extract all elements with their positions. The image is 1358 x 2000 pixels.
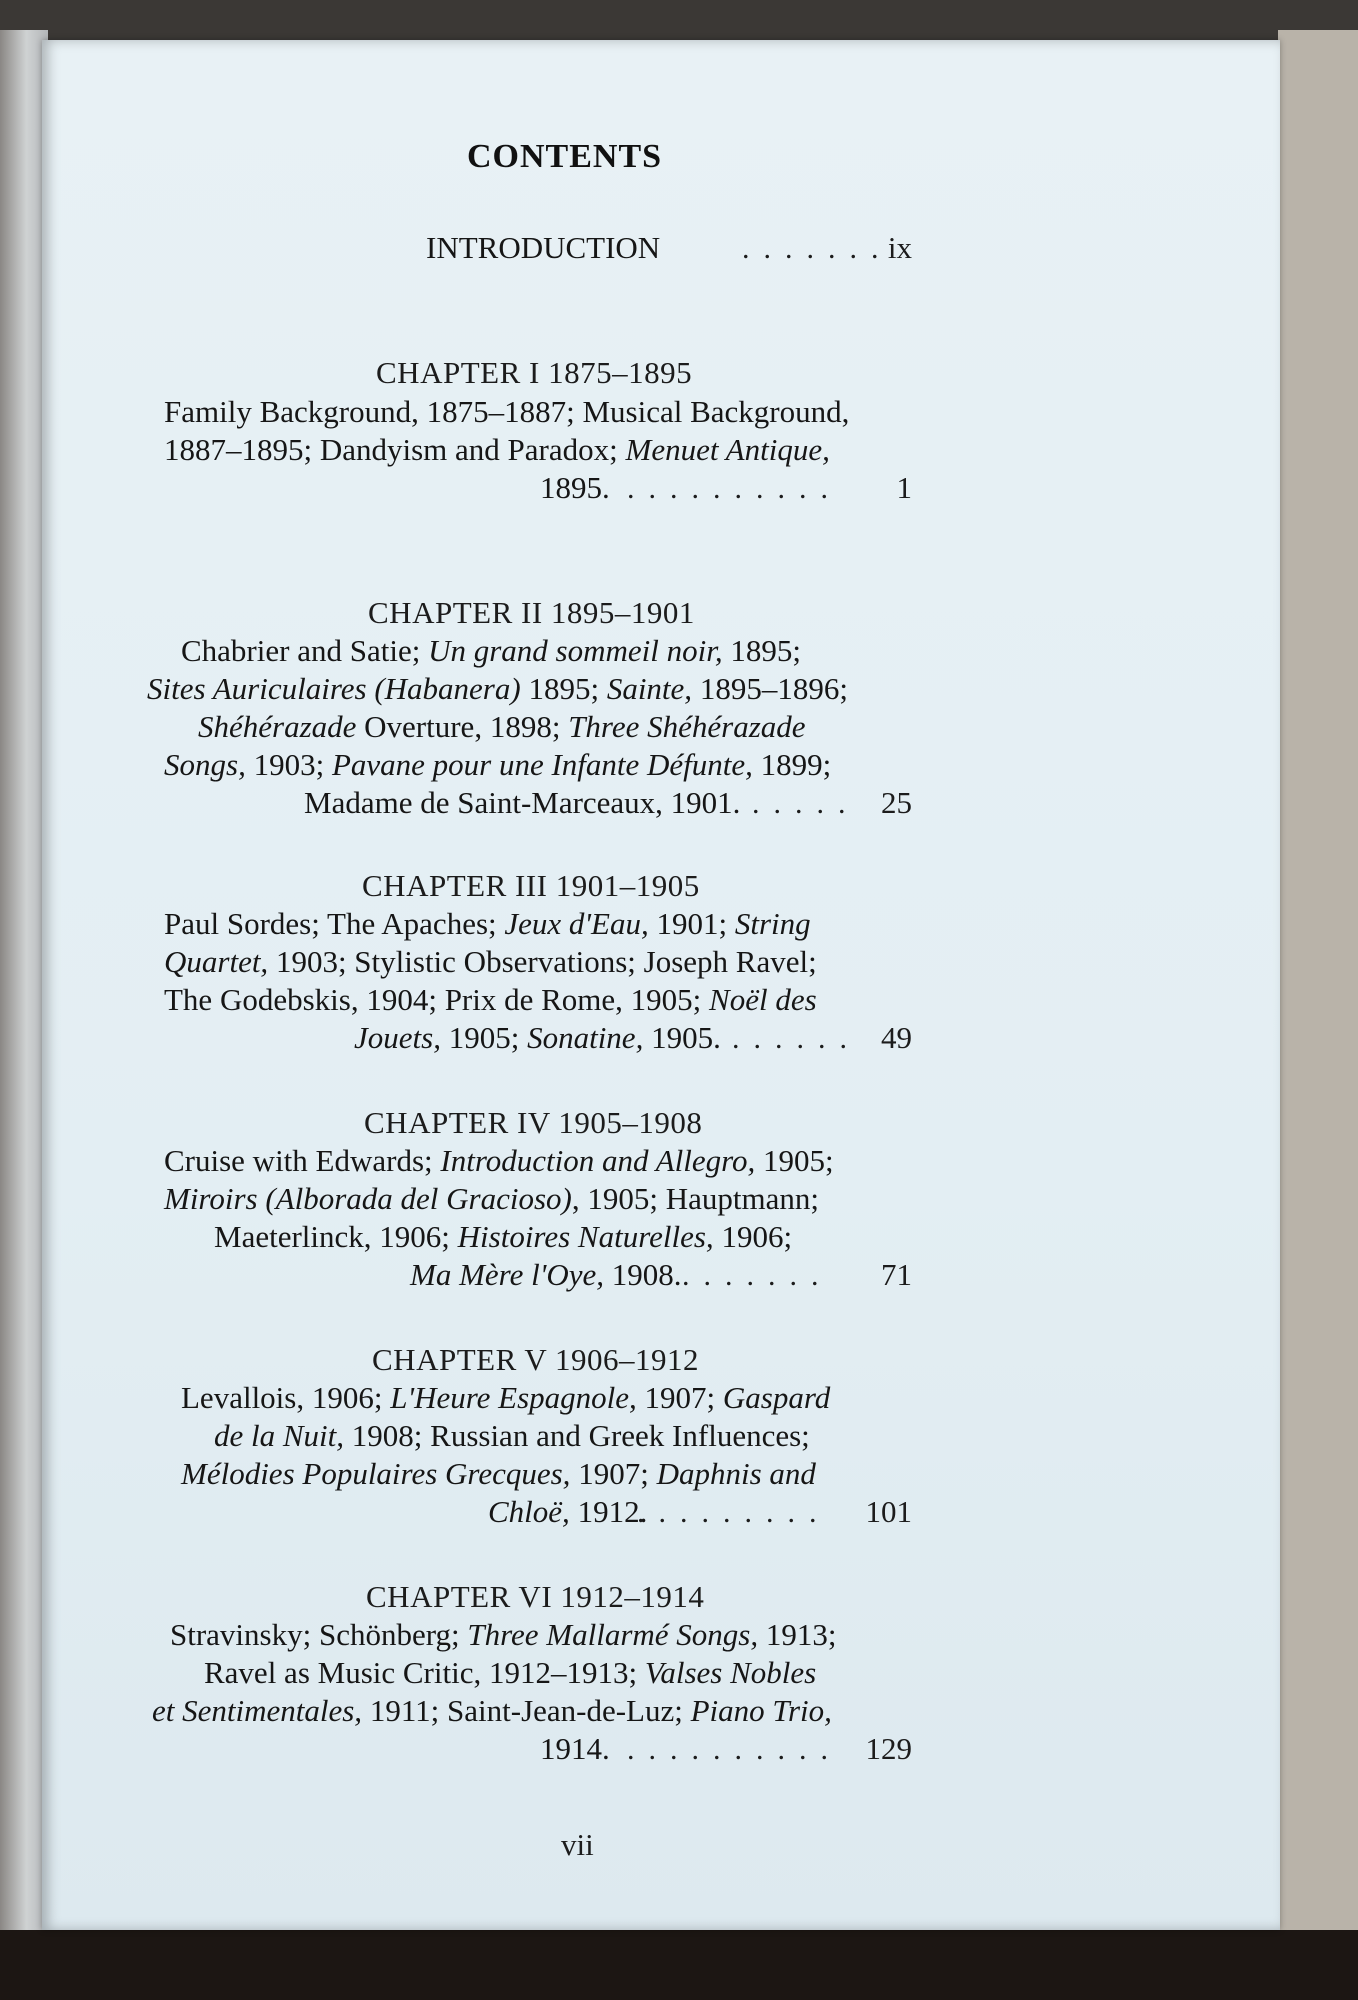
leader-dots: ...... xyxy=(732,1022,861,1055)
chapter-1-line: 1895. xyxy=(540,470,610,505)
chapter-2-title: CHAPTER II 1895–1901 xyxy=(368,595,695,630)
chapter-4-line: Maeterlinck, 1906; Histoires Naturelles, 1906; xyxy=(214,1219,793,1254)
chapter-5-line: de la Nuit, 1908; Russian and Greek Influences; xyxy=(214,1418,810,1453)
chapter-3-line: Quartet, 1903; Stylistic Observations; Joseph Ravel; xyxy=(164,944,817,979)
leader-dots: ....... xyxy=(682,1259,833,1292)
chapter-6-line: Ravel as Music Critic, 1912–1913; Valses Nobles xyxy=(204,1655,817,1690)
chapter-4-line: Cruise with Edwards; Introduction and Allegro, 1905; xyxy=(164,1143,834,1178)
intro-page: ix xyxy=(887,230,912,265)
chapter-2-line: Sites Auriculaires (Habanera) 1895; Sainte, 1895–1896; xyxy=(147,671,848,706)
chapter-3-line: Paul Sordes; The Apaches; Jeux d'Eau, 1901; String xyxy=(164,906,811,941)
chapter-6-line: et Sentimentales, 1911; Saint-Jean-de-Luz; Piano Trio, xyxy=(152,1693,832,1728)
chapter-3-line: The Godebskis, 1904; Prix de Rome, 1905; Noël des xyxy=(164,982,817,1017)
chapter-1-title: CHAPTER I 1875–1895 xyxy=(376,355,693,390)
leader-dots: .......... xyxy=(627,1733,842,1766)
leader-dots: ......... xyxy=(637,1496,831,1529)
chapter-1-line: Family Background, 1875–1887; Musical Background, xyxy=(164,394,850,429)
chapter-2-line: Songs, 1903; Pavane pour une Infante Défunte, 1899; xyxy=(164,747,832,782)
chapter-5-line: Mélodies Populaires Grecques, 1907; Daphnis and xyxy=(181,1456,816,1491)
background-bottom xyxy=(0,1930,1358,2000)
chapter-6-page: 129 xyxy=(865,1731,912,1766)
chapter-5-line: Chloë, 1912. xyxy=(488,1494,648,1529)
facing-page-edge xyxy=(0,30,48,1930)
chapter-5-line: Levallois, 1906; L'Heure Espagnole, 1907; Gaspard xyxy=(181,1380,831,1415)
chapter-3-title: CHAPTER III 1901–1905 xyxy=(362,868,700,903)
chapter-4-title: CHAPTER IV 1905–1908 xyxy=(364,1105,703,1140)
chapter-2-line: Chabrier and Satie; Un grand sommeil noir, 1895; xyxy=(181,633,801,668)
chapter-6-line: Stravinsky; Schönberg; Three Mallarmé Songs, 1913; xyxy=(170,1617,837,1652)
page-number: vii xyxy=(561,1827,594,1862)
chapter-6-title: CHAPTER VI 1912–1914 xyxy=(366,1579,705,1614)
chapter-2-page: 25 xyxy=(881,785,912,820)
chapter-3-page: 49 xyxy=(881,1020,912,1055)
chapter-1-page: 1 xyxy=(896,470,912,505)
chapter-4-line: Ma Mère l'Oye, 1908. xyxy=(410,1257,682,1292)
chapter-2-line: Madame de Saint-Marceaux, 1901. xyxy=(304,785,741,820)
chapter-4-page: 71 xyxy=(881,1257,912,1292)
leader-dots: .......... xyxy=(627,472,842,505)
chapter-3-line: Jouets, 1905; Sonatine, 1905. xyxy=(354,1020,721,1055)
intro-label: INTRODUCTION xyxy=(426,230,661,265)
leader-dots: ....... xyxy=(742,232,893,265)
leader-dots: ..... xyxy=(752,787,860,820)
chapter-5-page: 101 xyxy=(865,1494,912,1529)
chapter-4-line: Miroirs (Alborada del Gracioso), 1905; Hauptmann; xyxy=(164,1181,819,1216)
chapter-1-line: 1887–1895; Dandyism and Paradox; Menuet Antique, xyxy=(164,432,830,467)
chapter-5-title: CHAPTER V 1906–1912 xyxy=(372,1342,700,1377)
book-page: CONTENTS INTRODUCTION ....... ix CHAPTER I 1875–1895 Family Background, 1875–1887; Musical Background, 1887–1895; Dandyism and Paradox; Menuet Antique, 1895. .......... 1 CHAPTER II 1895–1901 Chabrier and Satie; Un grand sommeil noir, 1895; Sites Auriculaires (Habanera) 1895; Sainte, 1895–1896; Shéhérazade Overture, 1898; Three Shéhérazade Songs, 1903; Pavane pour une Infante Défunte, 1899; Madame de Saint-Marceaux, 1901. ..... 25 CHAPTER III 1901–1905 Paul Sordes; The Apaches; Jeux d'Eau, 1901; String Quartet, 1903; Stylistic Observations; Joseph Ravel; The Godebskis, 1904; Prix de Rome, 1905; Noël des Jouets, 1905; Sonatine, 1905. ...... 49 CHAPTER IV 1905–1908 Cruise with Edwards; Introduction and Allegro, 1905; Miroirs (Alborada del Gracioso), 1905; Hauptmann; Maeterlinck, 1906; Histoires Naturelles, 1906; Ma Mère l'Oye, 1908. ....... 71 CHAPTER V 1906–1912 Levallois, 1906; L'Heure Espagnole, 1907; Gaspard de la Nuit, 1908; Russian and Greek Influences; Mélodies Populaires Grecques, 1907; Daphnis and Chloë, 1912. ......... 101 CHAPTER VI 1912–1914 Stravinsky; Schönberg; Three Mallarmé Songs, 1913; Ravel as Music Critic, 1912–1913; Valses Nobles et Sentimentales, 1911; Saint-Jean-de-Luz; Piano Trio, 1914. .......... 129 vii xyxy=(42,40,1280,1930)
chapter-6-line: 1914. xyxy=(540,1731,610,1766)
chapter-2-line: Shéhérazade Overture, 1898; Three Shéhérazade xyxy=(198,709,806,744)
background-right xyxy=(1278,30,1358,1940)
